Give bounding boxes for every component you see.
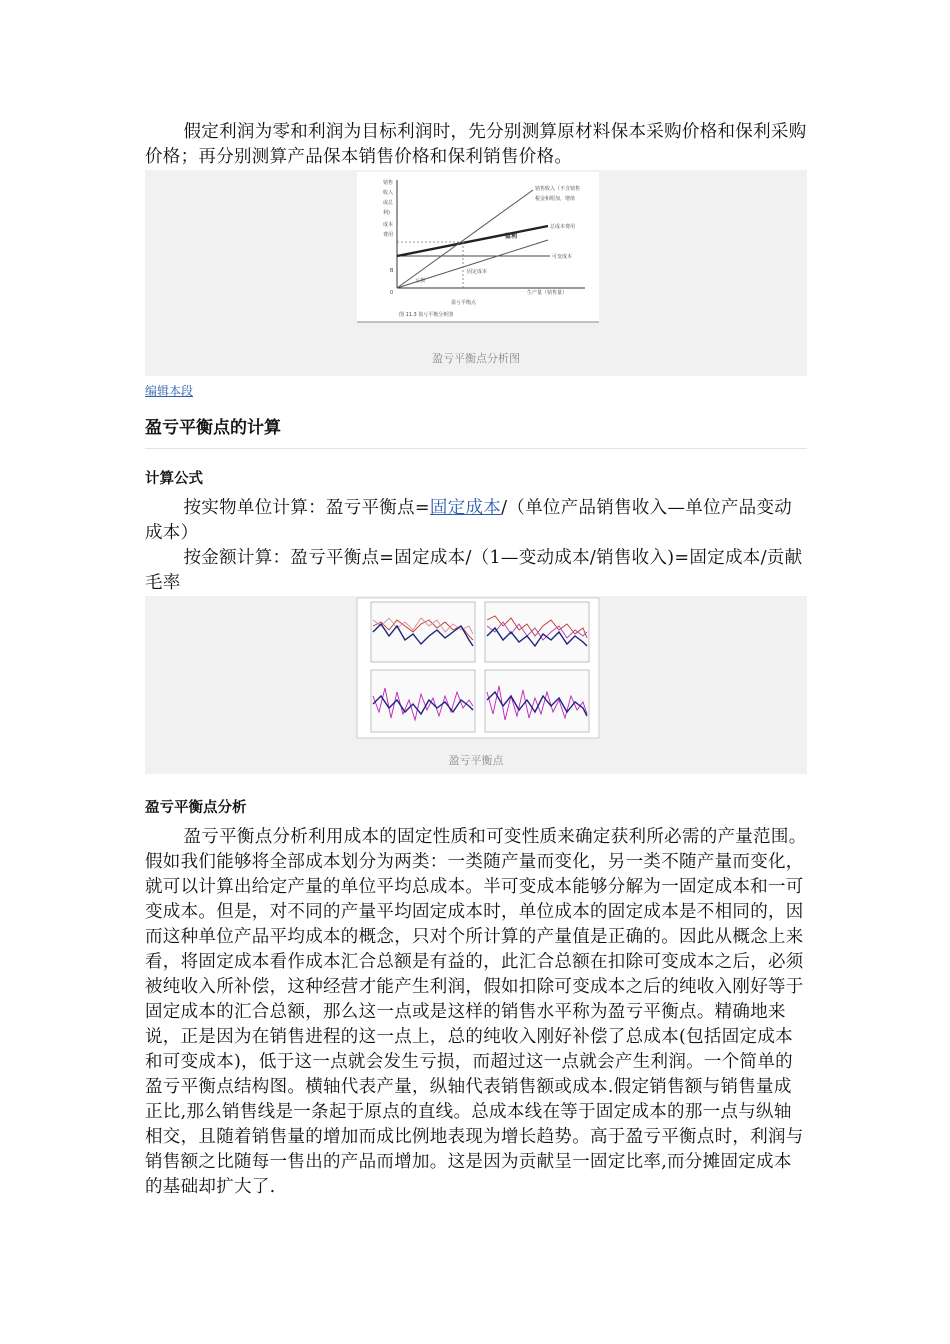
label-sales-line2: 税金和附加，增值	[535, 196, 576, 202]
panel-bottom-right	[485, 670, 589, 732]
panel-top-right	[485, 602, 589, 662]
label-b: B	[390, 268, 394, 274]
formula-title: 计算公式	[145, 471, 203, 487]
formula-unit-suffix: /（单位产品销售收入—单位产品变动成本）	[145, 498, 793, 543]
breakeven-charts-image	[145, 596, 807, 746]
section-title: 盈亏平衡点的计算	[145, 399, 807, 449]
label-sales-line: 销售收入（不含销售	[535, 186, 581, 192]
label-total-cost: 总成本费用	[550, 224, 576, 230]
formula-unit-paragraph	[145, 496, 807, 546]
edit-section-link[interactable]: 编辑本段	[145, 384, 194, 398]
label-origin: 0	[390, 290, 394, 296]
label-y5: 成本	[383, 222, 394, 228]
figure-breakeven-charts	[145, 596, 807, 774]
label-variable-cost: 可变成本	[552, 254, 573, 260]
analysis-paragraph: 盈亏平衡点分析利用成本的固定性质和可变性质来确定获利所必需的产量范围。假如我们能够将全部成本划分为两类：一类随产量而变化，另一类不随产量而变化，就可以计算出给定产量的单位平均总成本。半可变成本能够分解为一固定成本和一可变成本。但是，对不同的产量平均固定成本时，单位成本的固定成本是不相同的，因而这种单位产品平均成本的概念，只对个所计算的产量值是正确的。因此从概念上来看，将固定成本看作成本汇合总额是有益的，此汇合总额在扣除可变成本之后，必须被纯收入所补偿，这种经营才能产生利润，假如扣除可变成本之后的纯收入刚好等于固定成本的汇合总额，那么这一点或是这样的销售水平称为盈亏平衡点。精确地来说，正是因为在销售进程的这一点上，总的纯收入刚好补偿了总成本(包括固定成本和可变成本)，低于这一点就会发生亏损，而超过这一点就会产生利润。一个简单的盈亏平衡点结构图。横轴代表产量，纵轴代表销售额或成本.假定销售额与销售量成正比,那么销售线是一条起于原点的直线。总成本线在等于固定成本的那一点与纵轴相交，且随着销售量的增加而成比例地表现为增长趋势。高于盈亏平衡点时，利润与销售额之比随每一售出的产品而增加。这是因为贡献呈一固定比率,而分摊固定成本的基础却扩大了.	[145, 827, 807, 1197]
label-y4: 利)	[383, 210, 390, 216]
label-fig-note: 图 11.3 盈亏平衡分析图	[399, 312, 454, 318]
label-profit: 盈利	[505, 233, 518, 240]
fixed-cost-link[interactable]: 固定成本	[429, 498, 502, 518]
label-bep: 盈亏平衡点	[451, 300, 477, 306]
label-fixed-cost: 固定成本	[467, 269, 488, 275]
formula-unit-prefix: 按实物单位计算：盈亏平衡点=	[183, 498, 430, 518]
label-y1: 销售	[383, 180, 394, 186]
article	[145, 120, 807, 1200]
label-y2: 收入	[383, 190, 394, 196]
label-y6: 费用	[383, 232, 394, 238]
label-y3: 或总	[383, 200, 394, 206]
intro-paragraph: 假定利润为零和利润为目标利润时，先分别测算原材料保本采购价格和保利采购价格；再分别测算产品保本销售价格和保利销售价格。	[145, 122, 807, 167]
panel-top-left	[371, 602, 475, 662]
figure1-caption: 盈亏平衡点分析图	[432, 352, 520, 365]
figure-breakeven-diagram	[145, 170, 807, 376]
analysis-title: 盈亏平衡点分析	[145, 800, 247, 816]
panel-bottom-left	[371, 670, 475, 732]
label-x-axis: 生产量（销售量）	[527, 290, 568, 296]
figure2-caption: 盈亏平衡点	[448, 754, 504, 767]
breakeven-diagram-image	[145, 170, 807, 346]
formula-amount-paragraph: 按金额计算：盈亏平衡点=固定成本/（1—变动成本/销售收入)=固定成本/贡献毛率	[145, 548, 803, 593]
label-loss: 亏损	[415, 278, 426, 284]
